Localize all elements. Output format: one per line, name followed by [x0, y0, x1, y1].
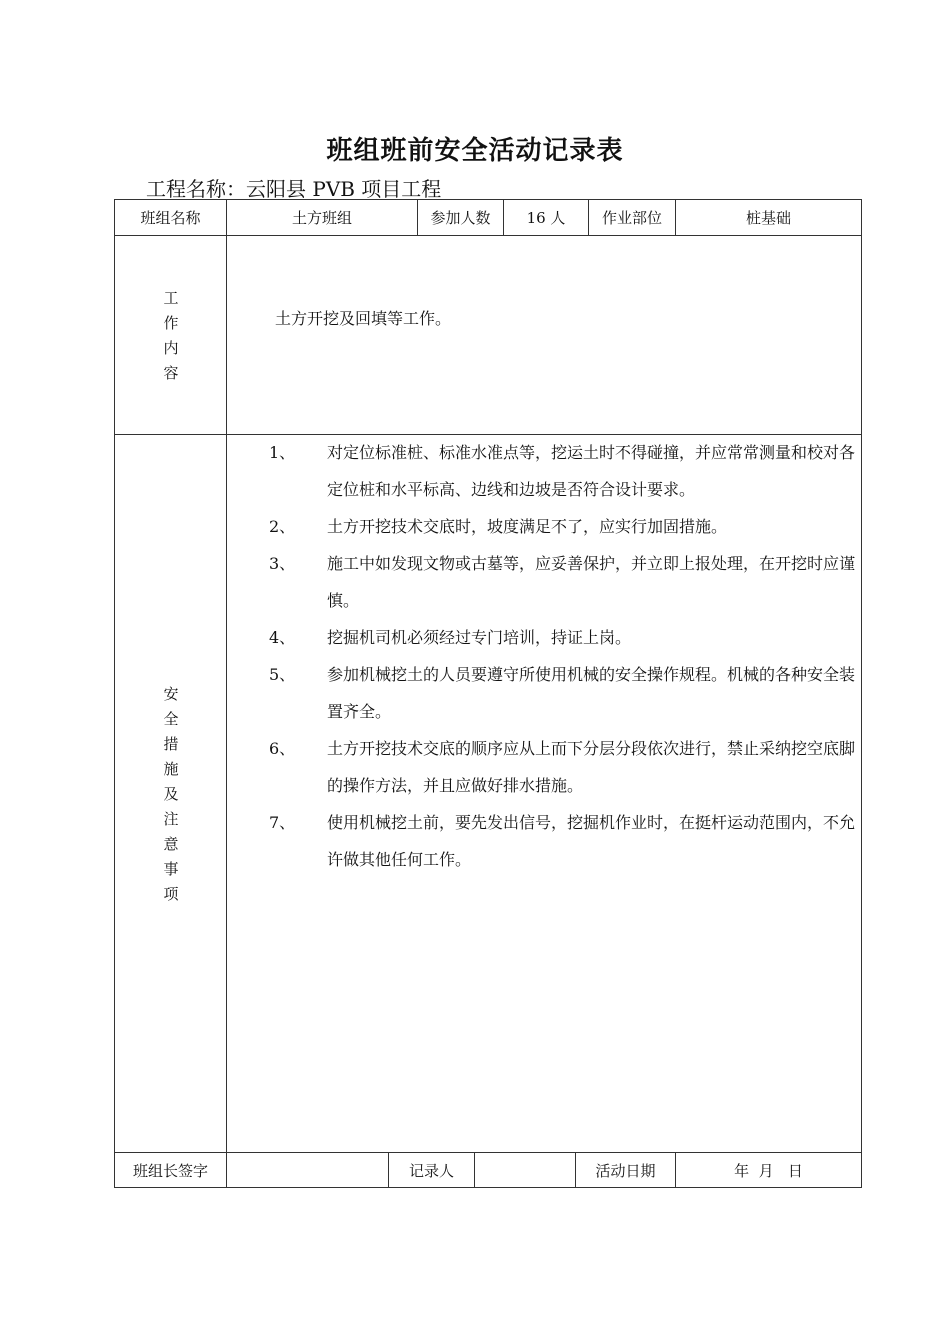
item-number: 5、 — [269, 665, 296, 684]
page-title: 班组班前安全活动记录表 — [326, 136, 624, 166]
list-item — [227, 434, 857, 508]
list-item — [227, 508, 857, 545]
record-table — [114, 199, 862, 1188]
label-char: 内 — [163, 339, 179, 357]
item-number: 3、 — [269, 554, 296, 573]
recorder-field[interactable] — [475, 1153, 575, 1187]
label-char: 意 — [163, 835, 179, 853]
item-text: 土方开挖技术交底时，坡度满足不了，应实行加固措施。 — [327, 517, 728, 536]
item-text: 使用机械挖土前，要先发出信号，挖掘机作业时，在挺杆运动范围内，不允许做其他任何工作。 — [327, 813, 856, 869]
activity-date-label: 活动日期 — [595, 1161, 656, 1180]
list-item — [227, 804, 857, 878]
list-item — [227, 619, 857, 656]
project-name: 工程名称：云阳县 PVB 项目工程 — [146, 177, 442, 201]
work-content-text: 土方开挖及回填等工作。 — [275, 309, 452, 328]
item-number: 7、 — [269, 813, 296, 832]
recorder-label: 记录人 — [408, 1161, 454, 1180]
list-item — [227, 545, 857, 619]
team-leader-signature-label: 班组长签字 — [132, 1161, 208, 1180]
item-number: 4、 — [269, 628, 296, 647]
team-name-value: 土方班组 — [291, 209, 352, 227]
participant-count-label: 参加人数 — [430, 209, 491, 227]
item-number: 2、 — [269, 517, 296, 536]
label-char: 施 — [163, 760, 179, 778]
work-location-value: 桩基础 — [745, 209, 791, 227]
label-char: 工 — [163, 289, 179, 307]
work-content-label — [115, 286, 227, 386]
label-char: 容 — [163, 364, 179, 382]
item-number: 6、 — [269, 739, 296, 758]
team-name-label: 班组名称 — [140, 209, 201, 227]
item-number: 1、 — [269, 443, 296, 462]
label-char: 注 — [163, 810, 179, 828]
safety-measures-label — [115, 682, 227, 907]
label-char: 作 — [163, 314, 179, 332]
label-char: 项 — [163, 885, 179, 903]
item-text: 土方开挖技术交底的顺序应从上而下分层分段依次进行，禁止采纳挖空底脚的操作方法，并且应做好排水措施。 — [327, 739, 856, 795]
item-text: 挖掘机司机必须经过专门培训，持证上岗。 — [327, 628, 632, 647]
item-text: 施工中如发现文物或古墓等，应妥善保护，并立即上报处理，在开挖时应谨慎。 — [327, 554, 856, 610]
list-item — [227, 656, 857, 730]
label-char: 安 — [163, 685, 179, 703]
list-item — [227, 730, 857, 804]
team-leader-signature-field[interactable] — [227, 1153, 388, 1187]
safety-measures-list — [227, 434, 857, 878]
label-char: 措 — [163, 735, 179, 753]
item-text: 参加机械挖土的人员要遵守所使用机械的安全操作规程。机械的各种安全装置齐全。 — [327, 665, 856, 721]
label-char: 及 — [163, 785, 179, 803]
participant-count-value: 16 人 — [526, 209, 566, 227]
label-char: 事 — [163, 860, 179, 878]
work-location-label: 作业部位 — [601, 209, 662, 227]
activity-date-field[interactable]: 年 月 日 — [734, 1161, 803, 1180]
label-char: 全 — [163, 710, 179, 728]
item-text: 对定位标准桩、标准水准点等，挖运土时不得碰撞，并应常常测量和校对各定位桩和水平标高、边线和边坡是否符合设计要求。 — [327, 443, 856, 499]
